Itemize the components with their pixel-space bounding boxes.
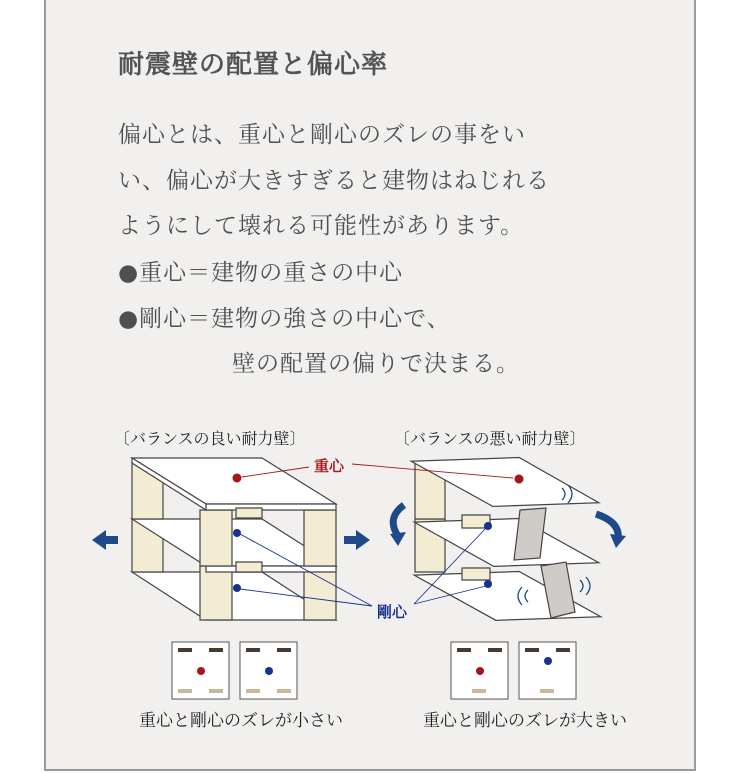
right-caption: 重心と剛心のズレが大きい [423, 711, 627, 731]
left-center-of-rigidity-dot-lower [233, 584, 241, 592]
left-wall-right-lower [304, 566, 336, 620]
plan-view-left-1 [172, 642, 229, 699]
body-line-2: い、偏心が大きすぎると建物はねじれる [118, 168, 550, 194]
balanced-building [132, 458, 336, 620]
right-diagram-heading: 〔バランスの悪い耐力壁〕 [394, 429, 586, 448]
definition-center-of-rigidity-cont: 壁の配置の偏りで決まる。 [232, 351, 520, 377]
left-arrow-icon [92, 530, 118, 550]
right-center-of-gravity-dot [515, 475, 524, 484]
body-line-3: ようにして壊れる可能性があります。 [118, 213, 525, 239]
right-center-of-rigidity-dot-lower [484, 580, 492, 588]
left-diagram-heading: 〔バランスの良い耐力壁〕 [114, 429, 306, 448]
definition-center-of-rigidity: ●剛心＝建物の強さの中心で、 [118, 306, 451, 332]
rotate-right-arrow-icon [596, 514, 626, 548]
left-caption: 重心と剛心のズレが小さい [139, 711, 343, 731]
right-floor-1 [414, 569, 601, 623]
definition-center-of-gravity: ●重心＝建物の重さの中心 [118, 260, 404, 286]
plan-view-right-1 [451, 642, 508, 699]
left-wall-front-lower [200, 566, 232, 620]
plan-view-left-2 [240, 642, 297, 699]
page-title: 耐震壁の配置と偏心率 [118, 50, 389, 80]
left-wall-front-upper [200, 510, 232, 566]
center-of-gravity-label: 重心 [314, 457, 345, 475]
rotate-left-arrow-icon [390, 505, 406, 546]
body-line-1: 偏心とは、重心と剛心のズレの事をい [118, 122, 526, 148]
center-of-rigidity-label: 剛心 [377, 603, 408, 621]
left-center-of-rigidity-dot-upper [233, 529, 241, 537]
left-wall-right-upper [304, 510, 336, 566]
right-broken-wall-upper [514, 508, 546, 560]
plan-view-right-2 [519, 642, 576, 699]
right-arrow-icon [344, 530, 370, 550]
left-center-of-gravity-dot [233, 474, 242, 483]
